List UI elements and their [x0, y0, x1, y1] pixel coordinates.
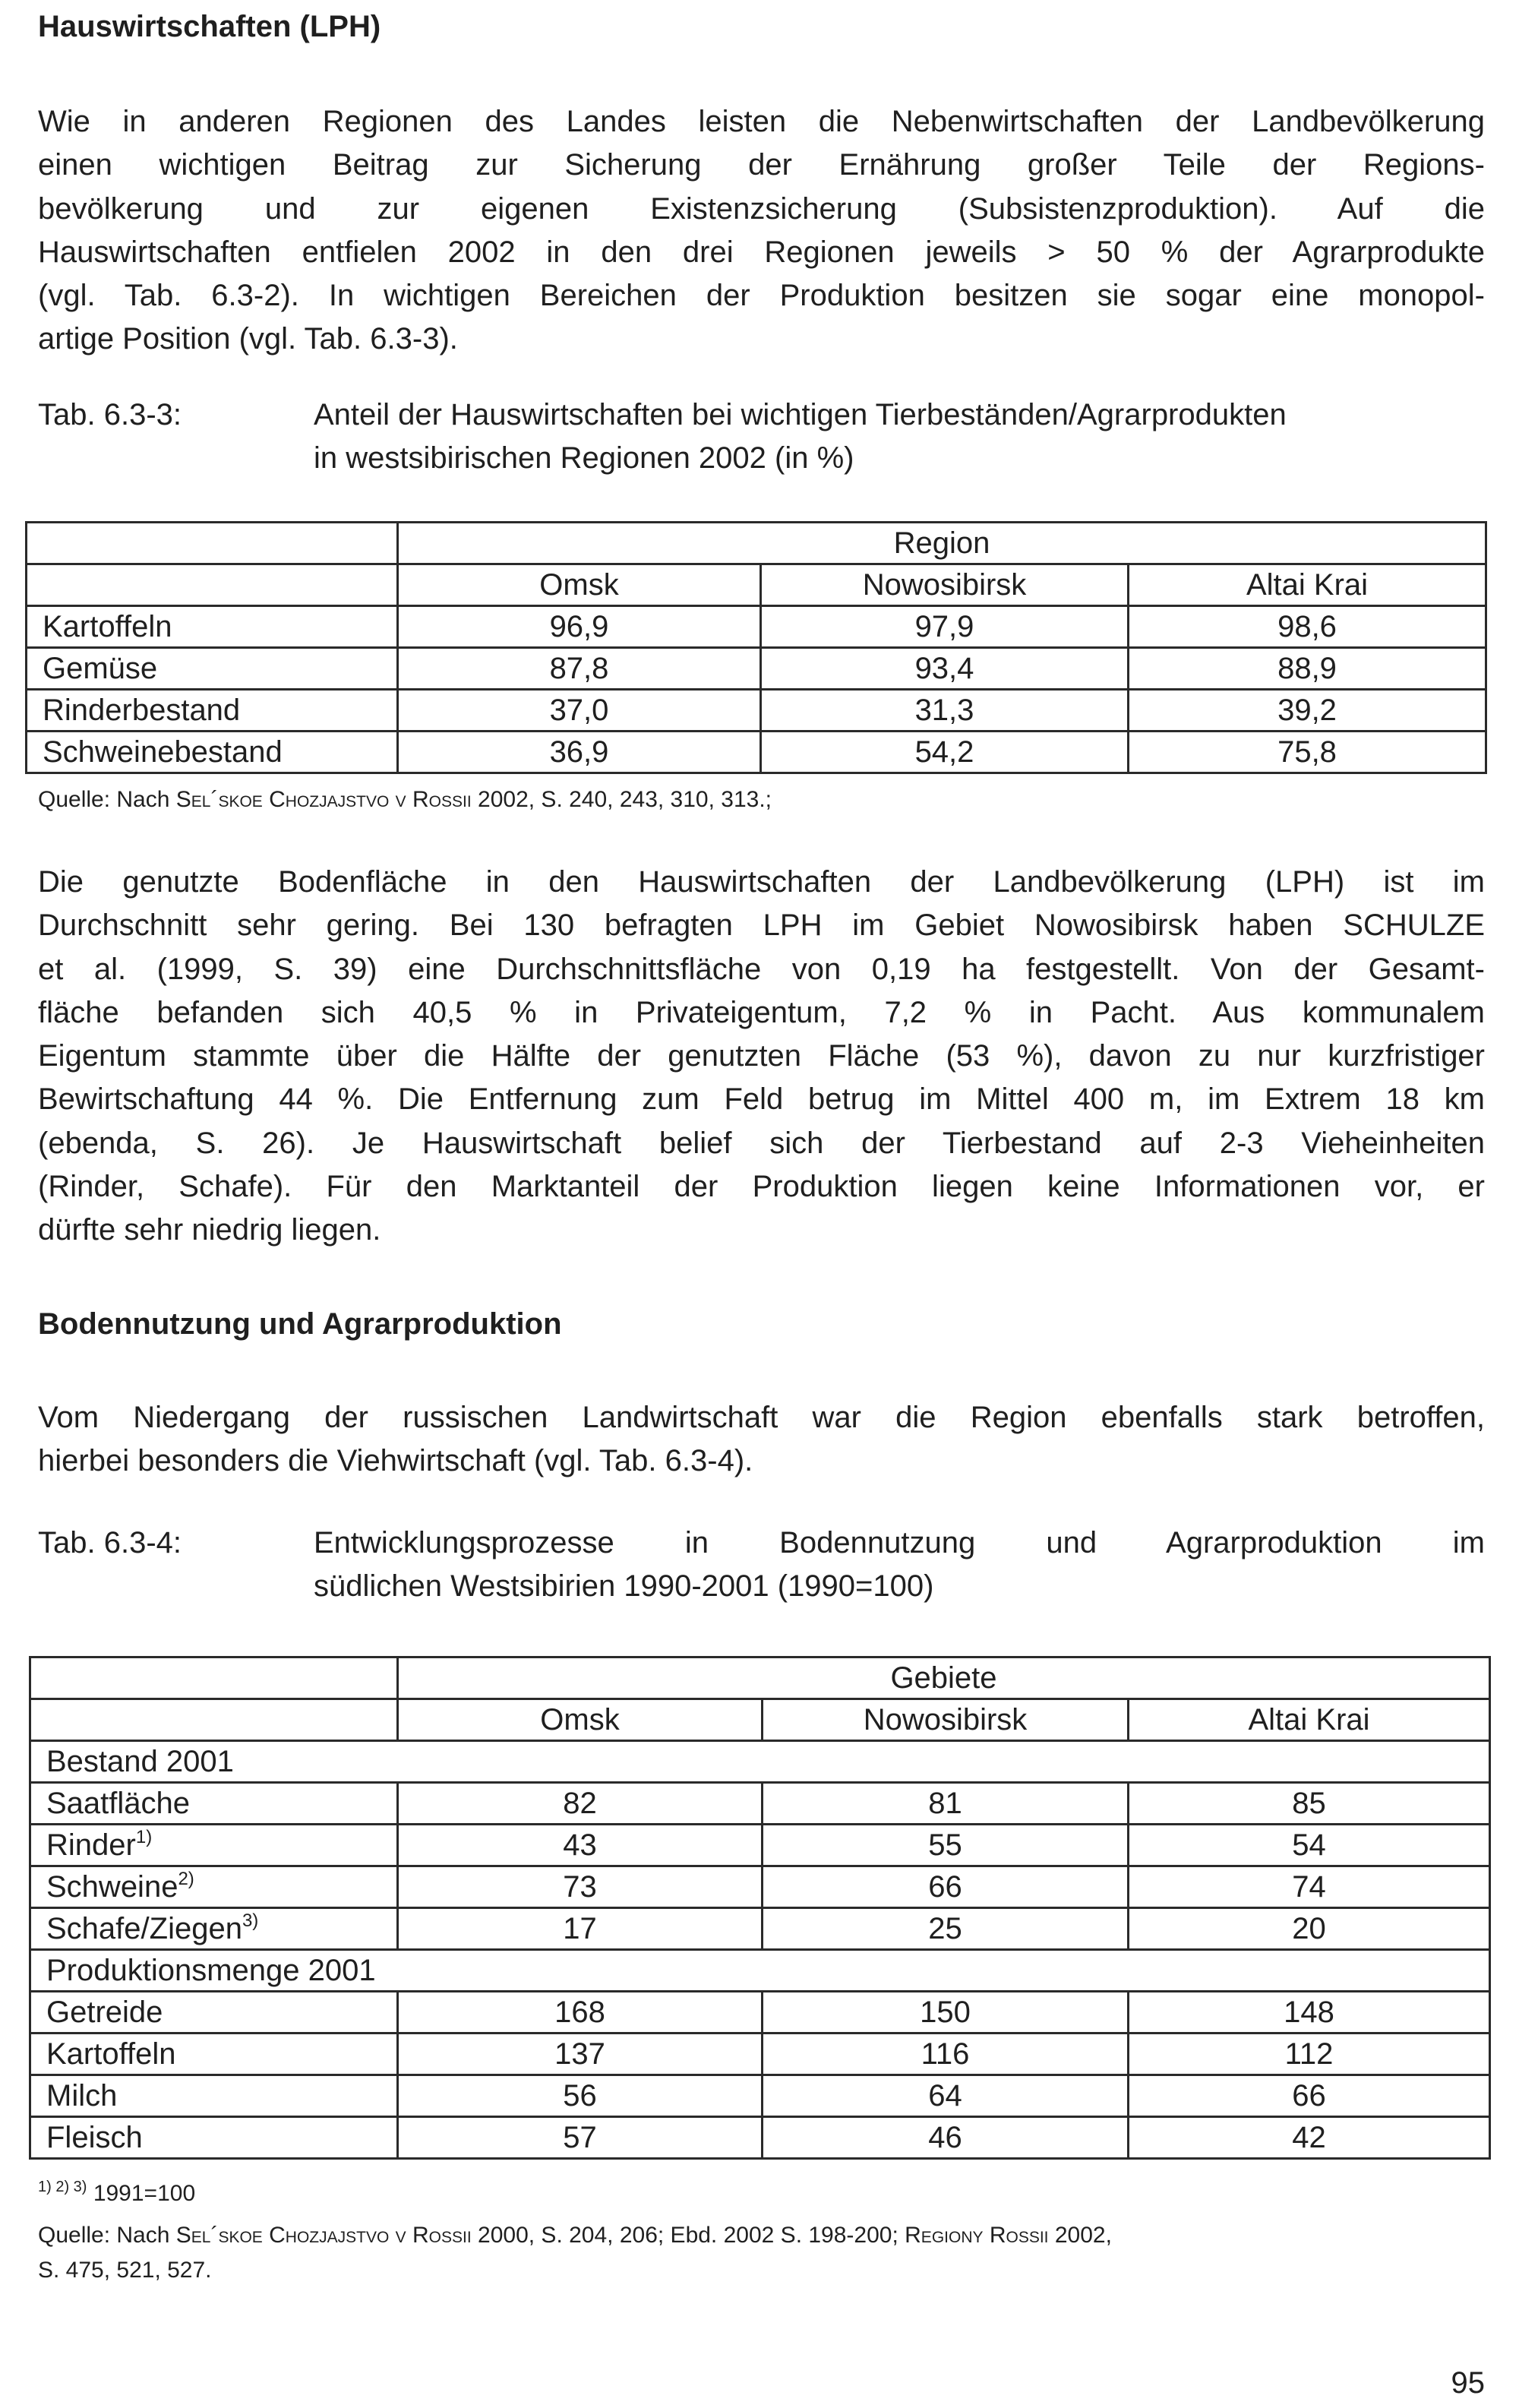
- table-source-note: [38, 782, 1485, 817]
- cell-value: 66: [763, 1866, 1129, 1908]
- table-header-row: [27, 564, 1486, 606]
- cell-value: 31,3: [761, 690, 1129, 732]
- cell-value: 96,9: [398, 606, 761, 648]
- source-prefix: Quelle: Nach: [38, 2223, 176, 2248]
- text-line: Bewirtschaftung 44 %. Die Entfernung zum Feld betrug im Mittel 400 m, im Extrem 18 km: [38, 1082, 1485, 1117]
- row-label: Milch: [30, 2075, 398, 2117]
- cell-value: 81: [763, 1783, 1129, 1825]
- text-line: bevölkerung und zur eigenen Existenzsicherung (Subsistenzproduktion). Auf die: [38, 191, 1485, 226]
- row-label: Getreide: [30, 1992, 398, 2034]
- table-row: [27, 690, 1486, 732]
- table-header-row: [30, 1699, 1490, 1741]
- column-header: Omsk: [398, 564, 761, 606]
- cell-value: 56: [398, 2075, 763, 2117]
- table-row: [30, 1866, 1490, 1908]
- cell-value: 93,4: [761, 648, 1129, 690]
- text-line: Hauswirtschaften entfielen 2002 in den drei Regionen jeweils > 50 % der Agrarprodukte: [38, 235, 1485, 269]
- paragraph-niedergang: [38, 1396, 1485, 1484]
- cell-value: 85: [1129, 1783, 1490, 1825]
- cell-value: 54: [1129, 1825, 1490, 1866]
- text-line: (Rinder, Schafe). Für den Marktanteil der Produktion liegen keine Informationen vor, er: [38, 1170, 1485, 1204]
- cell-value: 64: [763, 2075, 1129, 2117]
- page-number: 95: [1451, 2366, 1485, 2400]
- source-work-title: Sel´skoe Chozjajstvo v Rossii: [175, 787, 472, 812]
- section-heading-bodennutzung: Bodennutzung und Agrarproduktion: [38, 1307, 562, 1341]
- cell-value: 43: [398, 1825, 763, 1866]
- cell-value: 20: [1129, 1908, 1490, 1950]
- cell-value: 17: [398, 1908, 763, 1950]
- cell-value: 75,8: [1129, 732, 1486, 773]
- cell-value: 66: [1129, 2075, 1490, 2117]
- cell-value: 150: [763, 1992, 1129, 2034]
- source-prefix: Quelle: Nach: [38, 787, 176, 812]
- cell-value: 54,2: [761, 732, 1129, 773]
- row-label-text: Saatfläche: [46, 1787, 191, 1820]
- table-label: Tab. 6.3-4:: [38, 1526, 182, 1560]
- source-work-title: Sel´skoe Chozjajstvo v Rossii: [175, 2223, 472, 2248]
- caption-line: Entwicklungsprozesse in Bodennutzung und Agrarproduktion im: [314, 1526, 1485, 1560]
- cell-value: 137: [398, 2034, 763, 2075]
- paragraph-bodenflaeche: [38, 861, 1485, 1253]
- cell-value: 46: [763, 2117, 1129, 2159]
- table-hauswirtschaften-anteil: [25, 521, 1487, 774]
- cell-value: 98,6: [1129, 606, 1486, 648]
- cell-value: 57: [398, 2117, 763, 2159]
- text-line: Vom Niedergang der russischen Landwirtschaft war die Region ebenfalls stark betroffen,: [38, 1401, 1485, 1434]
- row-label: [30, 1908, 398, 1950]
- row-label: [30, 1866, 398, 1908]
- group-header: Gebiete: [398, 1657, 1490, 1699]
- table-section-row: [30, 1741, 1490, 1783]
- cell-value: 74: [1129, 1866, 1490, 1908]
- text-line: (vgl. Tab. 6.3-2). In wichtigen Bereichen der Produktion besitzen sie sogar eine monopol-: [38, 279, 1485, 313]
- section-label: Produktionsmenge 2001: [30, 1950, 1490, 1992]
- text-line: Durchschnitt sehr gering. Bei 130 befragten LPH im Gebiet Nowosibirsk haben SCHULZE: [38, 909, 1485, 943]
- empty-corner-cell: [27, 564, 398, 606]
- table-row: [30, 1783, 1490, 1825]
- table-header-row: [27, 523, 1486, 564]
- text-line: fläche befanden sich 40,5 % in Privateigentum, 7,2 % in Pacht. Aus kommunalem: [38, 995, 1485, 1029]
- cell-value: 36,9: [398, 732, 761, 773]
- cell-value: 37,0: [398, 690, 761, 732]
- cell-value: 148: [1129, 1992, 1490, 2034]
- row-label: Kartoffeln: [30, 2034, 398, 2075]
- section-heading-hauswirtschaften: Hauswirtschaften (LPH): [38, 10, 381, 43]
- footnote-mark: 2): [178, 1869, 194, 1889]
- cell-value: 97,9: [761, 606, 1129, 648]
- text-line: artige Position (vgl. Tab. 6.3-3).: [38, 322, 458, 356]
- paragraph-intro: [38, 100, 1485, 362]
- table-caption: [314, 393, 1485, 480]
- footnote-mark: 1): [135, 1827, 153, 1847]
- empty-corner-cell: [30, 1699, 398, 1741]
- text-line: (ebenda, S. 26). Je Hauswirtschaft belief sich der Tierbestand auf 2-3 Vieheinheiten: [38, 1126, 1485, 1160]
- table-footnote: [38, 2180, 195, 2207]
- text-line: et al. (1999, S. 39) eine Durchschnittsfläche von 0,19 ha festgestellt. Von der Gesamt-: [38, 952, 1485, 986]
- row-label: Gemüse: [27, 648, 398, 690]
- cell-value: 116: [763, 2034, 1129, 2075]
- source-mid: 2000, S. 204, 206; Ebd. 2002 S. 198-200;: [471, 2223, 905, 2248]
- row-label: Kartoffeln: [27, 606, 398, 648]
- text-line: Wie in anderen Regionen des Landes leisten die Nebenwirtschaften der Landbevölkerung: [38, 105, 1485, 138]
- footnote-text: 1991=100: [93, 2181, 196, 2206]
- footnote-marks: 1) 2) 3): [38, 2179, 87, 2195]
- cell-value: 39,2: [1129, 690, 1486, 732]
- table-row: [30, 1992, 1490, 2034]
- table-source-note: [38, 2218, 1485, 2288]
- row-label-text: Schafe/Ziegen: [46, 1912, 242, 1945]
- text-line: dürfte sehr niedrig liegen.: [38, 1213, 381, 1247]
- cell-value: 82: [398, 1783, 763, 1825]
- table-label: Tab. 6.3-3:: [38, 398, 182, 431]
- column-header: Altai Krai: [1129, 564, 1486, 606]
- text-line: hierbei besonders die Viehwirtschaft (vgl. Tab. 6.3-4).: [38, 1444, 753, 1478]
- row-label: [30, 1825, 398, 1866]
- column-header: Altai Krai: [1129, 1699, 1490, 1741]
- row-label-text: Rinder: [46, 1828, 136, 1862]
- column-header: Nowosibirsk: [761, 564, 1129, 606]
- group-header: Region: [398, 523, 1486, 564]
- cell-value: 88,9: [1129, 648, 1486, 690]
- source-work-title: Regiony Rossii: [905, 2223, 1049, 2248]
- cell-value: 87,8: [398, 648, 761, 690]
- column-header: Nowosibirsk: [763, 1699, 1129, 1741]
- footnote-mark: 3): [242, 1910, 259, 1931]
- cell-value: 55: [763, 1825, 1129, 1866]
- text-line: einen wichtigen Beitrag zur Sicherung der Ernährung großer Teile der Regions-: [38, 148, 1485, 182]
- empty-corner-cell: [27, 523, 398, 564]
- cell-value: 168: [398, 1992, 763, 2034]
- table-header-row: [30, 1657, 1490, 1699]
- row-label: Schweinebestand: [27, 732, 398, 773]
- text-line: Die genutzte Bodenfläche in den Hauswirtschaften der Landbevölkerung (LPH) ist im: [38, 865, 1485, 899]
- source-suffix: 2002, S. 240, 243, 310, 313.;: [471, 787, 772, 812]
- table-row: [30, 1825, 1490, 1866]
- source-pages: S. 475, 521, 527.: [38, 2258, 212, 2283]
- row-label: [30, 1783, 398, 1825]
- table-caption: [314, 1522, 1485, 1608]
- row-label-text: Schweine: [46, 1870, 178, 1904]
- cell-value: 112: [1129, 2034, 1490, 2075]
- text-line: Eigentum stammte über die Hälfte der genutzten Fläche (53 %), davon zu nur kurzfristiger: [38, 1039, 1485, 1073]
- section-label: Bestand 2001: [30, 1741, 1490, 1783]
- table-row: [27, 732, 1486, 773]
- source-suffix: 2002,: [1048, 2223, 1112, 2248]
- empty-corner-cell: [30, 1657, 398, 1699]
- cell-value: 25: [763, 1908, 1129, 1950]
- row-label: Fleisch: [30, 2117, 398, 2159]
- table-row: [30, 2075, 1490, 2117]
- cell-value: 42: [1129, 2117, 1490, 2159]
- table-row: [30, 2117, 1490, 2159]
- cell-value: 73: [398, 1866, 763, 1908]
- caption-line: südlichen Westsibirien 1990-2001 (1990=100): [314, 1569, 934, 1603]
- column-header: Omsk: [398, 1699, 763, 1741]
- table-row: [30, 1908, 1490, 1950]
- caption-line: Anteil der Hauswirtschaften bei wichtigen Tierbeständen/Agrarprodukten: [314, 398, 1287, 431]
- row-label: Rinderbestand: [27, 690, 398, 732]
- table-row: [27, 648, 1486, 690]
- table-section-row: [30, 1950, 1490, 1992]
- table-entwicklungsprozesse: [29, 1656, 1491, 2160]
- table-row: [27, 606, 1486, 648]
- caption-line: in westsibirischen Regionen 2002 (in %): [314, 441, 854, 475]
- table-row: [30, 2034, 1490, 2075]
